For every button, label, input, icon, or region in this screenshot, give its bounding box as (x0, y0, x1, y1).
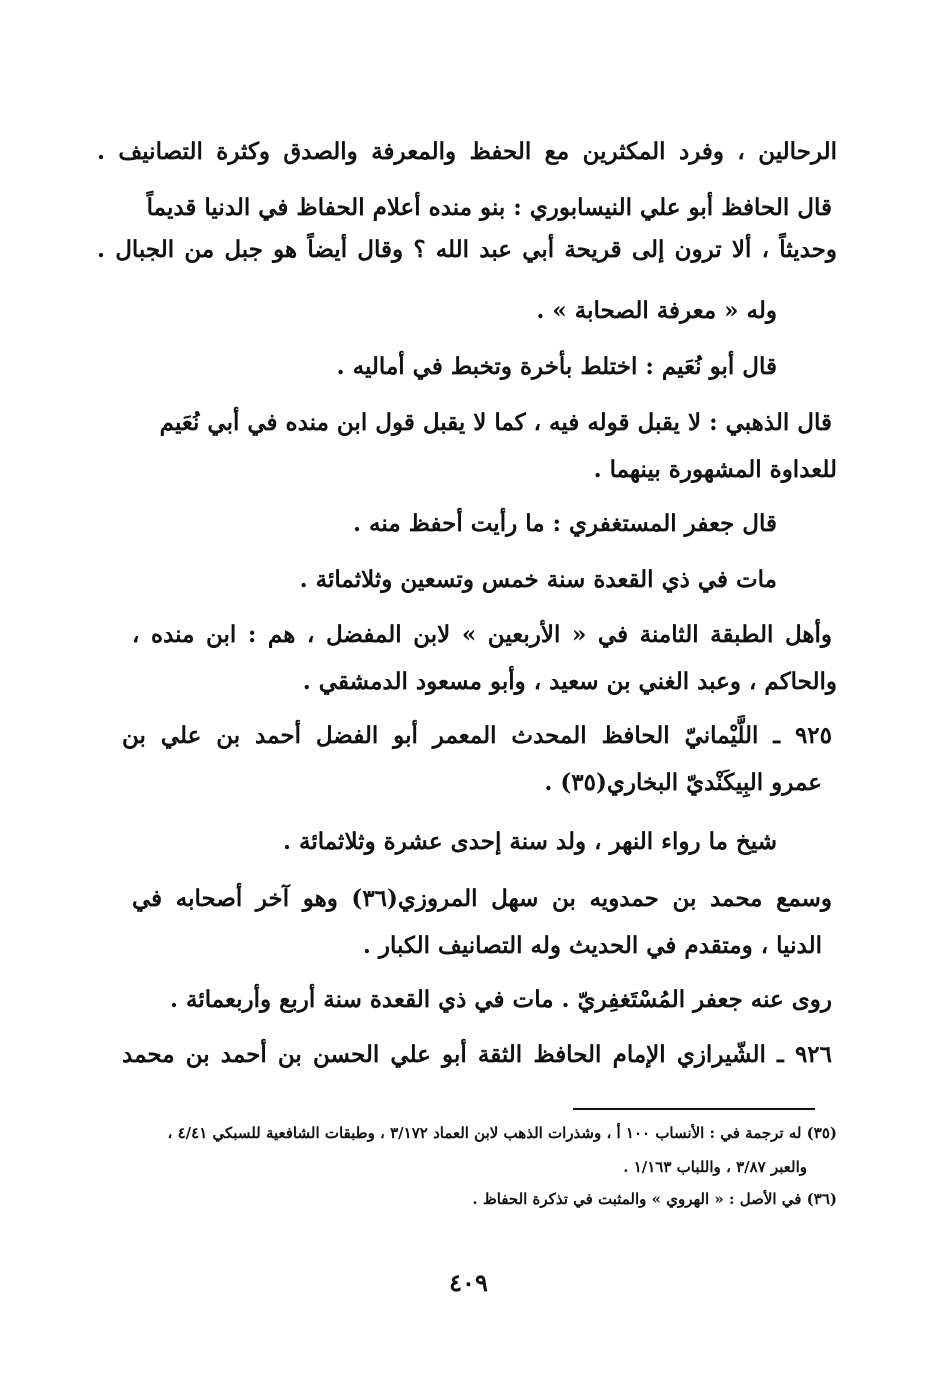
text-line-3: وحديثاً ، ألا ترون إلى قريحة أبي عبد الله ؟ وقال أيضاً هو جبل من الجبال . (97, 236, 837, 263)
footnote-separator (573, 1108, 815, 1110)
text-line-9: مات في ذي القعدة سنة خمس وتسعين وثلاثمائة . (299, 566, 777, 593)
footnote-35-continued: والعبر ٣/٨٧ ، واللباب ١/١٦٣ . (623, 1158, 807, 1176)
text-line-15: وسمع محمد بن حمدويه بن سهل المروزي(٣٦) وهو آخر أصحابه في (132, 885, 832, 912)
text-line-7: للعداوة المشهورة بينهما . (593, 456, 837, 483)
entry-926-heading: ٩٢٦ ـ الشّيرازي الإمام الحافظ الثقة أبو علي الحسن بن أحمد بن محمد (122, 1041, 832, 1068)
text-line-6: قال الذهبي : لا يقبل قوله فيه ، كما لا يقبل قول ابن منده في أبي نُعَيم (159, 409, 832, 436)
entry-925-heading: ٩٢٥ ـ اللَّيْمانيّ الحافظ المحدث المعمر أبو الفضل أحمد بن علي بن (122, 722, 832, 749)
text-line-2: قال الحافظ أبو علي النيسابوري : بنو منده أعلام الحفاظ في الدنيا قديماً (146, 194, 832, 221)
text-line-11: والحاكم ، وعبد الغني بن سعيد ، وأبو مسعود الدمشقي . (302, 668, 837, 695)
text-line-1: الرحالين ، وفرد المكثرين مع الحفظ والمعرفة والصدق وكثرة التصانيف . (97, 138, 837, 165)
text-line-14: شيخ ما رواء النهر ، ولد سنة إحدى عشرة وثلاثمائة . (282, 828, 777, 855)
text-line-4: وله « معرفة الصحابة » . (536, 297, 777, 324)
text-line-13: عمرو البِيكَنْديّ البخاري(٣٥) . (544, 769, 822, 796)
text-line-16: الدنيا ، ومتقدم في الحديث وله التصانيف الكبار . (362, 932, 822, 959)
page-number: ٤٠٩ (449, 1268, 488, 1297)
footnote-36: (٣٦) في الأصل : « الهروي » والمثبت في تذكرة الحفاظ . (472, 1190, 837, 1208)
footnote-35: (٣٥) له ترجمة في : الأنساب ١٠٠ أ ، وشذرات الذهب لابن العماد ٣/١٧٢ ، وطبقات الشافعية للسبكي ٤/٤١ ، (167, 1124, 837, 1142)
text-line-17: روى عنه جعفر المُسْتَغفِريّ . مات في ذي القعدة سنة أربع وأربعمائة . (170, 986, 832, 1013)
text-line-8: قال جعفر المستغفري : ما رأيت أحفظ منه . (353, 510, 777, 537)
text-line-5: قال أبو نُعَيم : اختلط بأخرة وتخبط في أماليه . (336, 353, 777, 380)
text-line-10: وأهل الطبقة الثامنة في « الأربعين » لابن المفضل ، هم : ابن منده ، (132, 621, 832, 648)
